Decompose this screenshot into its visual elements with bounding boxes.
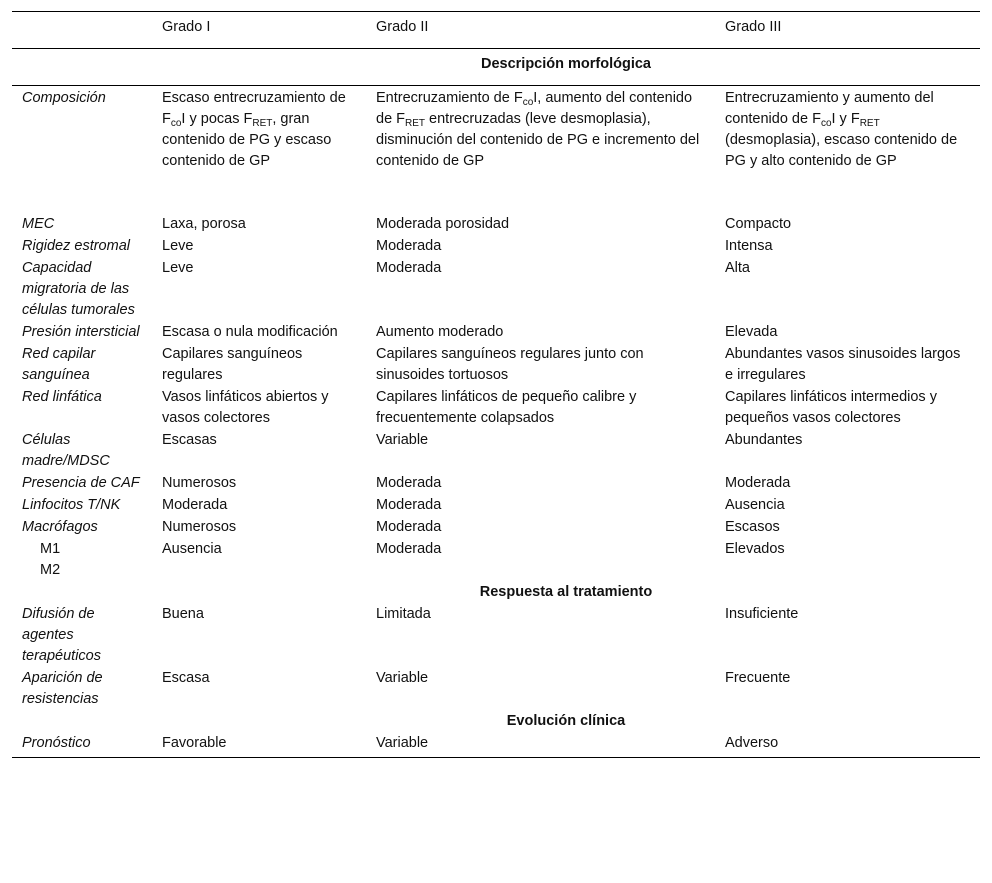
row-label: Linfocitos T/NK xyxy=(22,497,121,513)
m2-label: M2 xyxy=(40,562,61,578)
cell-grado-ii: Moderada porosidad xyxy=(376,216,510,232)
row-label: Presencia de CAF xyxy=(22,475,140,491)
cell-grado-i: Escasas xyxy=(162,432,217,448)
cell-grado-i: Escaso entrecruzamiento de $F_{co}I$ y pocas $F_{RET}$, gran contenido de PG y escaso contenido de GP xyxy=(162,90,346,169)
table-row xyxy=(12,538,980,581)
header-row xyxy=(12,12,980,49)
cell-grado-ii: Moderada xyxy=(376,497,442,513)
row-label: Difusión de agentes terapéuticos xyxy=(22,606,101,664)
cell-grado-i: Ausencia xyxy=(162,541,222,557)
row-label: Aparición de resistencias xyxy=(22,670,103,707)
section-row xyxy=(12,581,980,603)
cell-grado-i: Buena xyxy=(162,606,204,622)
cell-grado-i: Numerosos xyxy=(162,519,237,535)
cell-grado-i: Escasa o nula modificación xyxy=(162,324,338,340)
cell-grado-iii: Entrecruzamiento y aumento del contenido de $F_{co}I$ y $F_{RET}$ (desmoplasia), escaso contenido de PG y alto contenido de GP xyxy=(725,90,958,169)
cell-grado-iii: Escasos xyxy=(725,519,780,535)
cell-grado-ii: Capilares sanguíneos regulares junto con sinusoides tortuosos xyxy=(376,346,644,383)
m1-label: M1 xyxy=(40,541,61,557)
cell-grado-ii: Aumento moderado xyxy=(376,324,504,340)
cell-grado-iii: Adverso xyxy=(715,732,980,758)
table-row xyxy=(12,386,980,429)
header-empty xyxy=(12,12,152,49)
cell-grado-i: Vasos linfáticos abiertos y vasos colectores xyxy=(162,389,329,426)
header-grado-ii: Grado II xyxy=(366,12,715,49)
cell-grado-iii: Alta xyxy=(725,260,750,276)
header-grado-iii: Grado III xyxy=(715,12,980,49)
row-label: Pronóstico xyxy=(12,732,152,758)
table-row xyxy=(12,472,980,494)
cell-grado-i: Leve xyxy=(162,260,194,276)
cell-grado-i: Escasa xyxy=(162,670,210,686)
row-label: Composición xyxy=(22,90,106,106)
grading-table xyxy=(12,11,980,758)
header-grado-i: Grado I xyxy=(152,12,366,49)
table-row xyxy=(12,257,980,321)
cell-grado-iii: Abundantes xyxy=(725,432,803,448)
cell-grado-iii: Ausencia xyxy=(725,497,785,513)
cell-grado-ii: Limitada xyxy=(376,606,431,622)
table-row xyxy=(12,321,980,343)
cell-grado-ii: Moderada xyxy=(376,541,442,557)
table-row xyxy=(12,516,980,538)
cell-grado-iii: Abundantes vasos sinusoides largos e irregulares xyxy=(725,346,961,383)
cell-grado-iii: Capilares linfáticos intermedios y pequeños vasos colectores xyxy=(725,389,937,426)
table-row xyxy=(12,603,980,667)
row-label: Red capilar sanguínea xyxy=(22,346,96,383)
cell-grado-ii: Variable xyxy=(366,732,715,758)
cell-grado-iii: Elevada xyxy=(725,324,778,340)
cell-grado-ii: Entrecruzamiento de $F_{co}I$, aumento del contenido de $F_{RET}$ entrecruzadas (leve desmoplasia), disminución del contenido de PG e incremento del contenido de GP xyxy=(376,90,700,169)
section-row xyxy=(12,710,980,732)
row-label-macro-sub xyxy=(12,538,152,581)
section-treatment: Respuesta al tratamiento xyxy=(479,584,653,600)
row-label: Presión intersticial xyxy=(22,324,140,340)
cell-grado-ii: Moderada xyxy=(376,519,442,535)
row-label: Macrófagos xyxy=(22,519,98,535)
cell-grado-iii: Elevados xyxy=(725,541,785,557)
cell-grado-i: Capilares sanguíneos regulares xyxy=(162,346,303,383)
cell-grado-iii: Compacto xyxy=(725,216,792,232)
cell-grado-iii: Intensa xyxy=(725,238,773,254)
cell-grado-i: Leve xyxy=(162,238,194,254)
row-label: MEC xyxy=(22,216,55,232)
cell-grado-ii: Moderada xyxy=(376,475,442,491)
row-label: Red linfática xyxy=(22,389,102,405)
section-morphology: Descripción morfológica xyxy=(152,49,980,86)
cell-grado-i: Laxa, porosa xyxy=(162,216,246,232)
row-label: Rigidez estromal xyxy=(22,238,130,254)
cell-grado-i: Favorable xyxy=(152,732,366,758)
table-row xyxy=(12,494,980,516)
cell-grado-iii: Frecuente xyxy=(725,670,791,686)
cell-grado-iii: Moderada xyxy=(725,475,791,491)
cell-grado-iii: Insuficiente xyxy=(725,606,799,622)
cell-grado-i: Numerosos xyxy=(162,475,237,491)
cell-grado-ii: Moderada xyxy=(376,238,442,254)
cell-grado-ii: Moderada xyxy=(376,260,442,276)
table-row xyxy=(12,213,980,235)
table-row xyxy=(12,667,980,710)
cell-grado-ii: Variable xyxy=(376,432,429,448)
table-row xyxy=(12,732,980,758)
row-label: Capacidad migratoria de las células tumorales xyxy=(22,260,135,318)
section-row xyxy=(12,49,980,86)
row-label: Células madre/MDSC xyxy=(22,432,110,469)
cell-grado-ii: Variable xyxy=(376,670,429,686)
table-row xyxy=(12,429,980,472)
cell-grado-ii: Capilares linfáticos de pequeño calibre y frecuentemente colapsados xyxy=(376,389,637,426)
table-row xyxy=(12,235,980,257)
cell-grado-i: Moderada xyxy=(162,497,228,513)
table-row xyxy=(12,343,980,386)
table-row xyxy=(12,86,980,214)
section-clinical: Evolución clínica xyxy=(506,713,626,729)
